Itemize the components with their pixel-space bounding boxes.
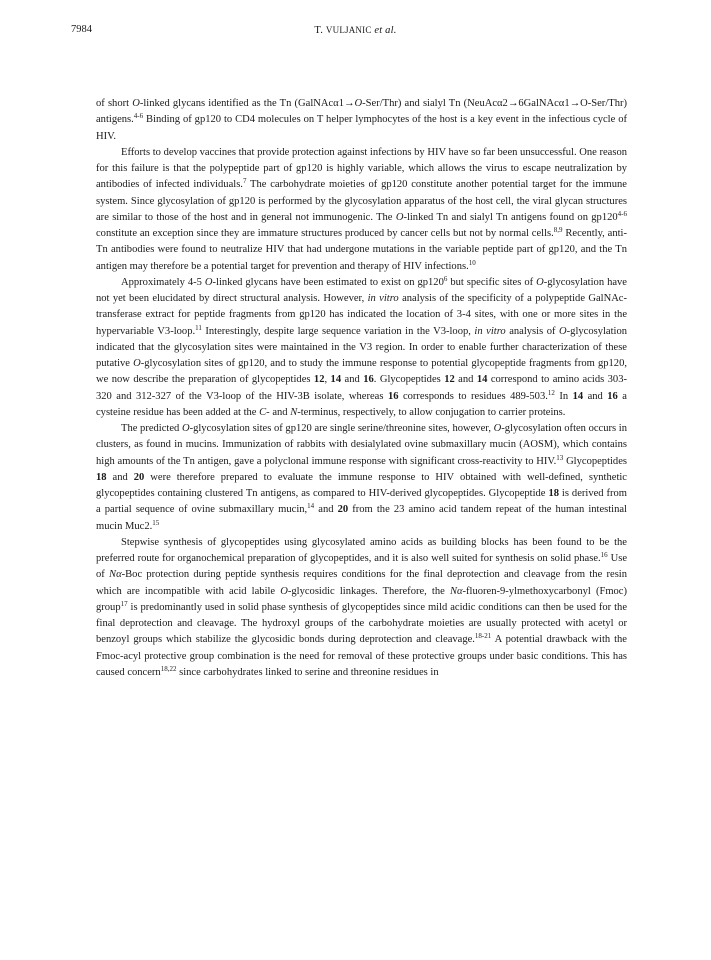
compound-ref: 14 xyxy=(330,374,342,386)
citation: 18-21 xyxy=(474,632,492,641)
page-number: 7984 xyxy=(71,24,92,35)
citation: 13 xyxy=(556,453,564,462)
paragraph-4: The predicted O-glycosylation sites of gp120 are single serine/threonine sites, however, O-glycosylation often occurs in clusters, as found in mucins. Immunization of rabbits with desialylated ovine submaxillary mucin (AOSM), which contains high amounts of the Tn antigen, gave a polyclonal immune response with significant cross-reactivity to HIV.$^{13}$ Glycopeptides 18 and 20 were therefore prepared to evaluate the immune response to HIV obtained with well-defined, synthetic glycopeptides containing clustered Tn antigens, as compared to HIV-derived glycopeptides. Glycopeptide 18 is derived from a partial sequence of ovine submaxillary mucin,$^{14}$ and 20 from the 23 amino acid tandem repeat of the human intestinal mucin Muc2.15 xyxy=(96,423,627,532)
citation: 14 xyxy=(307,502,315,511)
compound-ref: 14 xyxy=(476,374,488,386)
compound-ref: 20 xyxy=(337,504,349,516)
paragraph-2: Efforts to develop vaccines that provide protection against infections by HIV have so far been unsuccessful. One reason for this failure is that the polypeptide part of gp120 is highly variable, which allows the virus to escape neutralization by antibodies of infected individuals.$^7$ The carbohydrate moieties of gp120 constitute another potential target for the immune system. Since glycosylation of gp120 is performed by the glycosylation apparatus of the host cell, the viral glycan structures are similar to those of the host and in general not immunogenic. The O-linked Tn and sialyl Tn antigens found on gp120$^{4-6}$ constitute an exception since they are immature structures produced by cancer cells but not by normal cells.$^{8,9}$ Recently, anti-Tn antibodies were found to neutralize HIV that had undergone mutations in the variable peptide part of gp120, and the Tn antigen may therefore be a potential target for prevention and therapy of HIV infections.$^{10}$ xyxy=(96,146,627,272)
compound-ref: 20 xyxy=(133,471,145,483)
citation: 10 xyxy=(468,258,476,267)
et-al: et al. xyxy=(374,25,397,36)
citation: 18,22 xyxy=(160,664,177,673)
citation: 15 xyxy=(152,518,160,527)
compound-ref: 12 xyxy=(444,374,455,386)
citation: 12 xyxy=(547,388,555,397)
paragraph-5: Stepwise synthesis of glycopeptides using glycosylated amino acids as building blocks has been found to be the preferred route for organochemical preparation of glycopeptides, and it is also well suited for synthesis on solid phase.$^{16}$ Use of Nα-Boc protection during peptide synthesis requires conditions for the final deprotection and cleavage from the resin which are incompatible with acid labile O-glycosidic linkages. Therefore, the Nα-fluoren-9-ylmethoxycarbonyl (Fmoc) group$^{17}$ is predominantly used in solid phase synthesis of glycopeptides since mild acidic conditions can then be used for the final deprotection and cleavage. The hydroxyl groups of the carbohydrate moieties are usually protected with acetyl or benzoyl groups which stabilize the glycosidic bonds during deprotection and cleavage.$^{18-21}$ A potential drawback with the Fmoc-acyl protective group combination is the need for removal of these protective groups under basic conditions. This has caused concern$^{18,22}$ since carbohydrates linked to serine and threonine residues in xyxy=(96,536,627,678)
paragraph-1: of short O-linked glycans identified as the Tn (GalNAcα1→O-Ser/Thr) and sialyl Tn (NeuAcα2→6GalNAcα1→O-Ser/Thr) antigens.$^{4-6}$ Binding of gp120 to CD4 molecules on T helper lymphocytes of the host is a key event in the infectious cycle of HIV. xyxy=(96,98,627,142)
citation: 11 xyxy=(195,323,202,332)
author-initial: T. xyxy=(314,25,324,36)
compound-ref: 16 xyxy=(363,374,374,386)
compound-ref: 14 xyxy=(572,390,584,402)
author-surname: VULJANIC xyxy=(325,25,372,35)
compound-ref: 12 xyxy=(313,374,325,386)
paragraph-3: Approximately 4-5 O-linked glycans have been estimated to exist on $gp120^6$ but specific sites of O-glycosylation have not yet been elucidated by direct structural analysis. However, in vitro analysis of the specificity of a polypeptide GalNAc-transferase extract for peptide fragments from gp120 has indicated the location of 3-4 sites, with one or more sites in the hypervariable V3-loop.$^{11}$ Interestingly, despite large sequence variation in the V3-loop, in vitro analysis of O-glycosylation indicated that the glycosylation sites were maintained in the V3 region. In order to enable further characterization of these putative O-glycosylation sites of gp120, and to study the immune response to potential glycopeptide fragments from gp120, we now describe the preparation of glycopeptides 12, 14 and 16. Glycopeptides 12 and 14 correspond to amino acids 303-320 and 312-327 of the V3-loop of the HIV-3B isolate, whereas 16 corresponds to residues 489-503.12 In 14 and 16 a cysteine residue has been added at the C- and N-terminus, respectively, to allow conjugation to carrier proteins. xyxy=(96,274,627,418)
citation: 6 xyxy=(443,274,448,283)
compound-ref: 18 xyxy=(548,488,559,499)
compound-ref: 16 xyxy=(607,390,618,402)
citation: 4-6 xyxy=(617,209,627,218)
compound-ref: 18 xyxy=(96,471,107,483)
citation: 7 xyxy=(242,177,247,186)
citation: 8,9 xyxy=(553,226,563,234)
citation: 17 xyxy=(120,599,128,608)
compound-ref: 16 xyxy=(387,390,399,402)
citation: 4-6 xyxy=(133,112,144,121)
citation: 16 xyxy=(600,551,608,559)
body-text xyxy=(96,96,627,681)
running-head xyxy=(0,22,711,39)
page-header xyxy=(0,22,711,38)
